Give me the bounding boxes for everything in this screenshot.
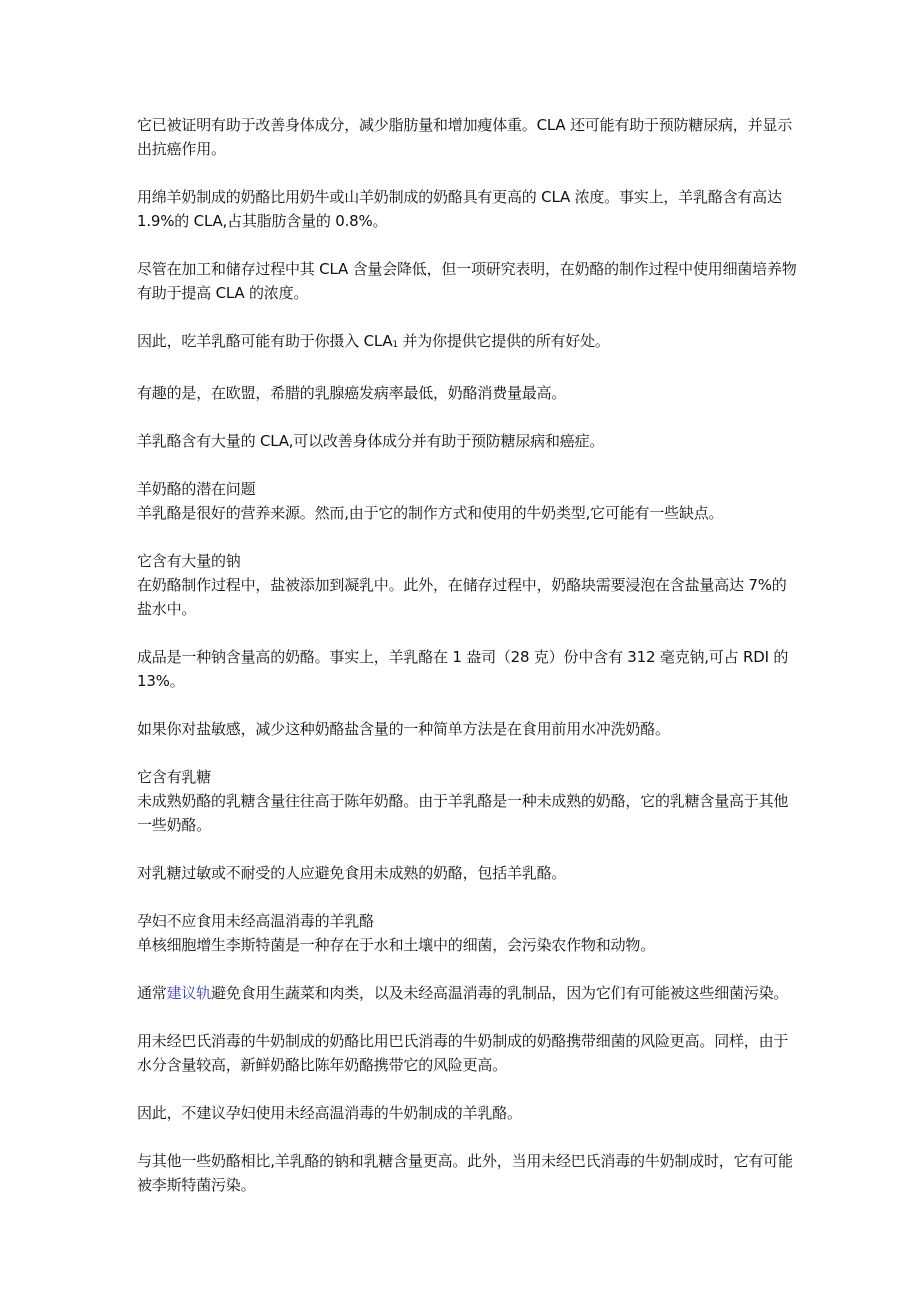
paragraph-processing-cla: 尽管在加工和储存过程中其 CLA 含量会降低，但一项研究表明，在奶酪的制作过程中使用细菌培养物有助于提高 CLA 的浓度。: [137, 260, 797, 302]
paragraph-eu-greece: 有趣的是，在欧盟，希腊的乳腺癌发病率最低，奶酪消费量最高。: [137, 384, 567, 402]
paragraph-rinse-cheese: 如果你对盐敏感，减少这种奶酪盐含量的一种简单方法是在食用前用水冲洗奶酪。: [137, 720, 670, 738]
paragraph-lactose-intolerance: 对乳糖过敏或不耐受的人应避免食用未成熟的奶酪，包括羊乳酪。: [137, 864, 567, 882]
paragraph-text: 避免食用生蔬菜和肉类，以及未经高温消毒的乳制品，因为它们有可能被这些细菌污染。: [211, 984, 789, 1002]
paragraph-unpasteurized-risk: 用未经巴氏消毒的牛奶制成的奶酪比用巴氏消毒的牛奶制成的奶酪携带细菌的风险更高。同样，由于水分含量较高，新鲜奶酪比陈年奶酪携带它的风险更高。: [137, 1032, 789, 1074]
paragraph-eat-feta-cla: [137, 329, 797, 357]
paragraph-salt-brine: 在奶酪制作过程中，盐被添加到凝乳中。此外，在储存过程中，奶酪块需要浸泡在含盐量高达 7%的盐水中。: [137, 576, 787, 618]
section-heading-sodium: 它含有大量的钠: [137, 552, 241, 570]
paragraph-sodium-content: 成品是一种钠含量高的奶酪。事实上，羊乳酪在 1 盎司（28 克）份中含有 312 毫克钠,可占 RDI 的 13%。: [137, 648, 789, 690]
paragraph-cla-benefits: 它已被证明有助于改善身体成分，减少脂肪量和增加瘦体重。CLA 还可能有助于预防糖尿病，并显示出抗癌作用。: [137, 116, 793, 158]
paragraph-sheep-milk-cla: 用绵羊奶制成的奶酪比用奶牛或山羊奶制成的奶酪具有更高的 CLA 浓度。事实上，羊乳酪含有高达 1.9%的 CLA,占其脂肪含量的 0.8%。: [137, 188, 782, 230]
document-body: [137, 113, 797, 1197]
section-heading-potential-problems: 羊奶酪的潜在问题: [137, 480, 256, 498]
paragraph-drawbacks: 羊乳酪是很好的营养来源。然而,由于它的制作方式和使用的牛奶类型,它可能有一些缺点。: [137, 504, 724, 522]
paragraph-listeria: 单核细胞增生李斯特菌是一种存在于水和土壤中的细菌，会污染农作物和动物。: [137, 936, 656, 954]
paragraph-summary-cla: 羊乳酪含有大量的 CLA,可以改善身体成分并有助于预防糖尿病和癌症。: [137, 432, 605, 450]
footnote-marker: 1: [392, 340, 398, 350]
paragraph-conclusion: 与其他一些奶酪相比,羊乳酪的钠和乳糖含量更高。此外，当用未经巴氏消毒的牛奶制成时，它有可能被李斯特菌污染。: [137, 1152, 793, 1194]
paragraph-text: 因此，吃羊乳酪可能有助于你摄入 CLA: [137, 332, 393, 350]
section-heading-pregnancy: 孕妇不应食用未经高温消毒的羊乳酪: [137, 912, 374, 930]
paragraph-avoid-raw-foods: [137, 981, 797, 1005]
inline-link[interactable]: 建议轨: [166, 984, 212, 1002]
paragraph-lactose-unripened: 未成熟奶酪的乳糖含量往往高于陈年奶酪。由于羊乳酪是一种未成熟的奶酪，它的乳糖含量高于其他一些奶酪。: [137, 792, 789, 834]
paragraph-text: 并为你提供它提供的所有好处。: [397, 332, 610, 350]
paragraph-pregnant-advice: 因此，不建议孕妇使用未经高温消毒的牛奶制成的羊乳酪。: [137, 1104, 522, 1122]
paragraph-text: 通常: [137, 984, 167, 1002]
section-heading-lactose: 它含有乳糖: [137, 768, 212, 786]
